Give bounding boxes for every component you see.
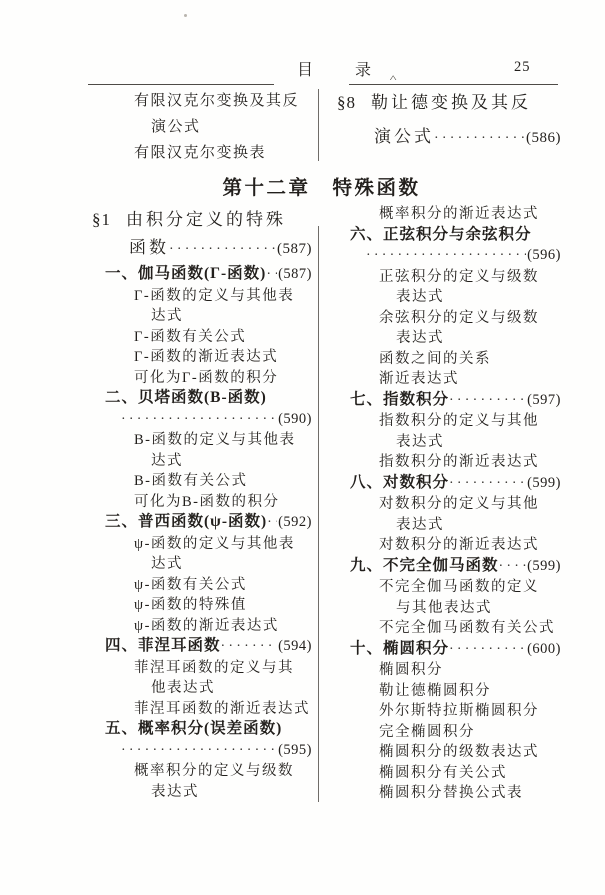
toc-entry bbox=[333, 225, 561, 246]
entry-text: Γ-函数的定义与其他表 bbox=[134, 287, 295, 304]
page-ref: (595) bbox=[278, 741, 312, 758]
dot-leader bbox=[121, 409, 277, 431]
header-rule-left bbox=[88, 84, 274, 85]
toc-entry bbox=[333, 701, 561, 722]
toc-entry bbox=[333, 742, 561, 763]
page-ref: (586) bbox=[526, 130, 561, 146]
section-label: §8 bbox=[337, 93, 356, 112]
toc-entry bbox=[333, 328, 561, 349]
page-ref: (594) bbox=[278, 638, 312, 654]
toc-entry bbox=[88, 451, 312, 472]
entry-text: 演公式 bbox=[374, 127, 434, 146]
dot-leader bbox=[267, 512, 277, 534]
toc-entry bbox=[88, 761, 312, 782]
entry-text: 不完全伽马函数的定义 bbox=[379, 579, 539, 595]
toc-entry bbox=[333, 245, 561, 267]
toc-right-column bbox=[333, 204, 561, 804]
toc-entry bbox=[333, 308, 561, 329]
toc-entry bbox=[88, 699, 312, 720]
toc-entry bbox=[88, 264, 312, 286]
section-label: §1 bbox=[92, 210, 111, 229]
toc-entry bbox=[88, 512, 312, 534]
entry-text: ψ-函数的渐近表达式 bbox=[134, 617, 279, 634]
toc-entry bbox=[333, 598, 561, 619]
toc-entry bbox=[333, 411, 561, 432]
page-ref: (596) bbox=[527, 247, 561, 263]
entry-text: 勒让德椭圆积分 bbox=[379, 682, 491, 699]
entry-text: 由积分定义的特殊 bbox=[126, 210, 286, 229]
toc-entry bbox=[88, 388, 312, 409]
entry-text: 一、伽马函数(Γ-函数) bbox=[105, 265, 267, 282]
toc-entry bbox=[88, 636, 312, 658]
entry-text: 渐近表达式 bbox=[379, 371, 459, 387]
page-ref: (599) bbox=[527, 474, 561, 491]
entry-text: B-函数有关公式 bbox=[134, 473, 248, 489]
chapter-title: 第十二章 特殊函数 bbox=[222, 178, 421, 199]
entry-text: B-函数的定义与其他表 bbox=[134, 432, 296, 448]
entry-text: 椭圆积分有关公式 bbox=[379, 764, 507, 781]
entry-text: ψ-函数的特殊值 bbox=[134, 597, 247, 613]
entry-text: 有限汉克尔变换表 bbox=[134, 145, 267, 161]
toc-entry bbox=[333, 722, 561, 743]
toc-entry bbox=[88, 306, 312, 327]
toc-entry bbox=[333, 452, 561, 473]
toc-entry bbox=[333, 618, 561, 639]
toc-entry bbox=[333, 577, 561, 598]
toc-entry bbox=[88, 534, 312, 555]
toc-left-column bbox=[88, 206, 312, 802]
entry-text: 对数积分的定义与其他 bbox=[379, 496, 539, 512]
entry-text: ψ-函数的定义与其他表 bbox=[134, 535, 295, 552]
entry-text: 不完全伽马函数有关公式 bbox=[379, 620, 555, 636]
toc-entry bbox=[333, 494, 561, 515]
toc-entry bbox=[88, 327, 312, 348]
dot-leader bbox=[366, 245, 526, 267]
toc-entry bbox=[88, 719, 312, 740]
toc-entry bbox=[88, 286, 312, 307]
page-ref: (587) bbox=[278, 266, 312, 282]
column-divider-top bbox=[318, 89, 319, 161]
toc-entry bbox=[88, 616, 312, 637]
toc-entry bbox=[333, 681, 561, 702]
entry-text: Γ-函数的渐近表达式 bbox=[134, 349, 279, 365]
toc-entry bbox=[333, 119, 561, 157]
entry-text: 函数 bbox=[129, 238, 169, 257]
entry-text: 八、对数积分 bbox=[350, 473, 450, 491]
toc-entry bbox=[88, 554, 312, 575]
toc-entry bbox=[88, 368, 312, 389]
entry-text: 椭圆积分替换公式表 bbox=[379, 785, 523, 801]
entry-text: 概率积分的渐近表达式 bbox=[379, 206, 539, 222]
page-ref: (600) bbox=[527, 640, 561, 657]
toc-entry bbox=[333, 349, 561, 370]
entry-text: 九、不完全伽马函数 bbox=[350, 556, 499, 574]
toc-entry bbox=[333, 556, 561, 578]
entry-text: 函数之间的关系 bbox=[379, 350, 491, 367]
entry-text: 有限汉克尔变换及其反 bbox=[134, 93, 300, 109]
page-number: 25 bbox=[514, 59, 531, 75]
entry-text: 指数积分的定义与其他 bbox=[379, 413, 539, 429]
toc-entry bbox=[88, 206, 312, 234]
toc-entry bbox=[333, 267, 561, 288]
toc-entry bbox=[88, 409, 312, 431]
toc-entry bbox=[88, 234, 312, 264]
entry-text: 余弦积分的定义与级数 bbox=[379, 309, 539, 326]
entry-text: 可化为B-函数的积分 bbox=[134, 493, 280, 510]
entry-text: 对数积分的渐近表达式 bbox=[379, 537, 539, 553]
toc-entry bbox=[333, 763, 561, 784]
dot-leader bbox=[121, 740, 277, 762]
entry-text: 三、普西函数(ψ-函数) bbox=[105, 513, 268, 530]
entry-text: Γ-函数有关公式 bbox=[134, 328, 247, 345]
entry-text: 椭圆积分 bbox=[379, 662, 443, 678]
entry-text: 表达式 bbox=[396, 289, 444, 305]
entry-text: 达式 bbox=[151, 556, 183, 572]
dot-leader bbox=[266, 264, 277, 286]
toc-carryover-left-column bbox=[88, 88, 312, 166]
entry-text: 五、概率积分(误差函数) bbox=[105, 720, 283, 737]
entry-text: 达式 bbox=[151, 452, 183, 469]
entry-text: 概率积分的定义与级数 bbox=[134, 763, 294, 779]
toc-entry bbox=[88, 740, 312, 762]
toc-entry bbox=[333, 287, 561, 308]
entry-text: 菲涅耳函数的定义与其 bbox=[134, 659, 294, 676]
entry-text: 达式 bbox=[151, 308, 183, 324]
entry-text: 六、正弦积分与余弦积分 bbox=[350, 225, 532, 243]
toc-entry bbox=[88, 575, 312, 596]
toc-entry bbox=[333, 204, 561, 225]
toc-entry bbox=[333, 390, 561, 412]
page-ref: (587) bbox=[277, 241, 312, 257]
toc-entry bbox=[88, 782, 312, 803]
entry-text: 椭圆积分的级数表达式 bbox=[379, 744, 539, 760]
entry-text: 表达式 bbox=[396, 433, 444, 450]
toc-entry bbox=[88, 492, 312, 513]
page-ref: (592) bbox=[278, 514, 312, 530]
entry-text: 勒让德变换及其反 bbox=[371, 93, 531, 112]
dot-leader bbox=[221, 636, 278, 658]
toc-entry bbox=[333, 535, 561, 556]
entry-text: 七、指数积分 bbox=[350, 390, 450, 408]
entry-text: 十、椭圆积分 bbox=[350, 639, 450, 657]
toc-entry bbox=[88, 471, 312, 492]
toc-entry bbox=[333, 783, 561, 804]
toc-entry bbox=[333, 432, 561, 453]
page-ref: (597) bbox=[527, 391, 561, 408]
toc-entry bbox=[333, 86, 561, 119]
toc-entry bbox=[88, 678, 312, 699]
entry-text: 完全椭圆积分 bbox=[379, 723, 475, 740]
scan-artifact-caret: ^ bbox=[389, 74, 397, 84]
dot-leader bbox=[499, 556, 527, 578]
toc-entry bbox=[333, 473, 561, 495]
toc-entry bbox=[88, 595, 312, 616]
toc-entry bbox=[333, 515, 561, 536]
dot-leader bbox=[449, 390, 526, 412]
dot-leader bbox=[169, 234, 276, 264]
toc-carryover-right-column bbox=[333, 86, 561, 157]
page-ref: (599) bbox=[527, 557, 561, 574]
entry-text: 表达式 bbox=[396, 330, 444, 346]
dot-leader bbox=[449, 473, 526, 495]
entry-text: 演公式 bbox=[151, 119, 201, 135]
dot-leader bbox=[434, 119, 525, 157]
scan-artifact-dot bbox=[184, 14, 187, 17]
entry-text: 菲涅耳函数的渐近表达式 bbox=[134, 700, 310, 717]
page-ref: (590) bbox=[278, 410, 312, 427]
toc-entry bbox=[88, 658, 312, 679]
toc-entry bbox=[88, 347, 312, 368]
entry-text: 表达式 bbox=[396, 516, 444, 533]
entry-text: 指数积分的渐近表达式 bbox=[379, 454, 539, 470]
toc-entry bbox=[88, 140, 312, 166]
entry-text: 他表达式 bbox=[151, 680, 215, 696]
entry-text: 表达式 bbox=[151, 783, 199, 800]
page-header-title: 目 录 bbox=[297, 62, 385, 79]
toc-entry bbox=[333, 369, 561, 390]
toc-entry bbox=[88, 114, 312, 140]
entry-text: 可化为Γ-函数的积分 bbox=[134, 369, 279, 386]
entry-text: 二、贝塔函数(B-函数) bbox=[105, 389, 267, 406]
entry-text: ψ-函数有关公式 bbox=[134, 576, 247, 593]
entry-text: 与其他表达式 bbox=[396, 599, 492, 616]
toc-entry bbox=[88, 88, 312, 114]
entry-text: 外尔斯特拉斯椭圆积分 bbox=[379, 703, 539, 719]
toc-entry bbox=[333, 639, 561, 661]
entry-text: 四、菲涅耳函数 bbox=[105, 637, 221, 654]
header-rule-right bbox=[349, 84, 558, 85]
toc-entry bbox=[88, 430, 312, 451]
toc-entry bbox=[333, 660, 561, 681]
dot-leader bbox=[449, 639, 526, 661]
column-divider-bottom bbox=[318, 226, 319, 802]
entry-text: 正弦积分的定义与级数 bbox=[379, 268, 539, 285]
